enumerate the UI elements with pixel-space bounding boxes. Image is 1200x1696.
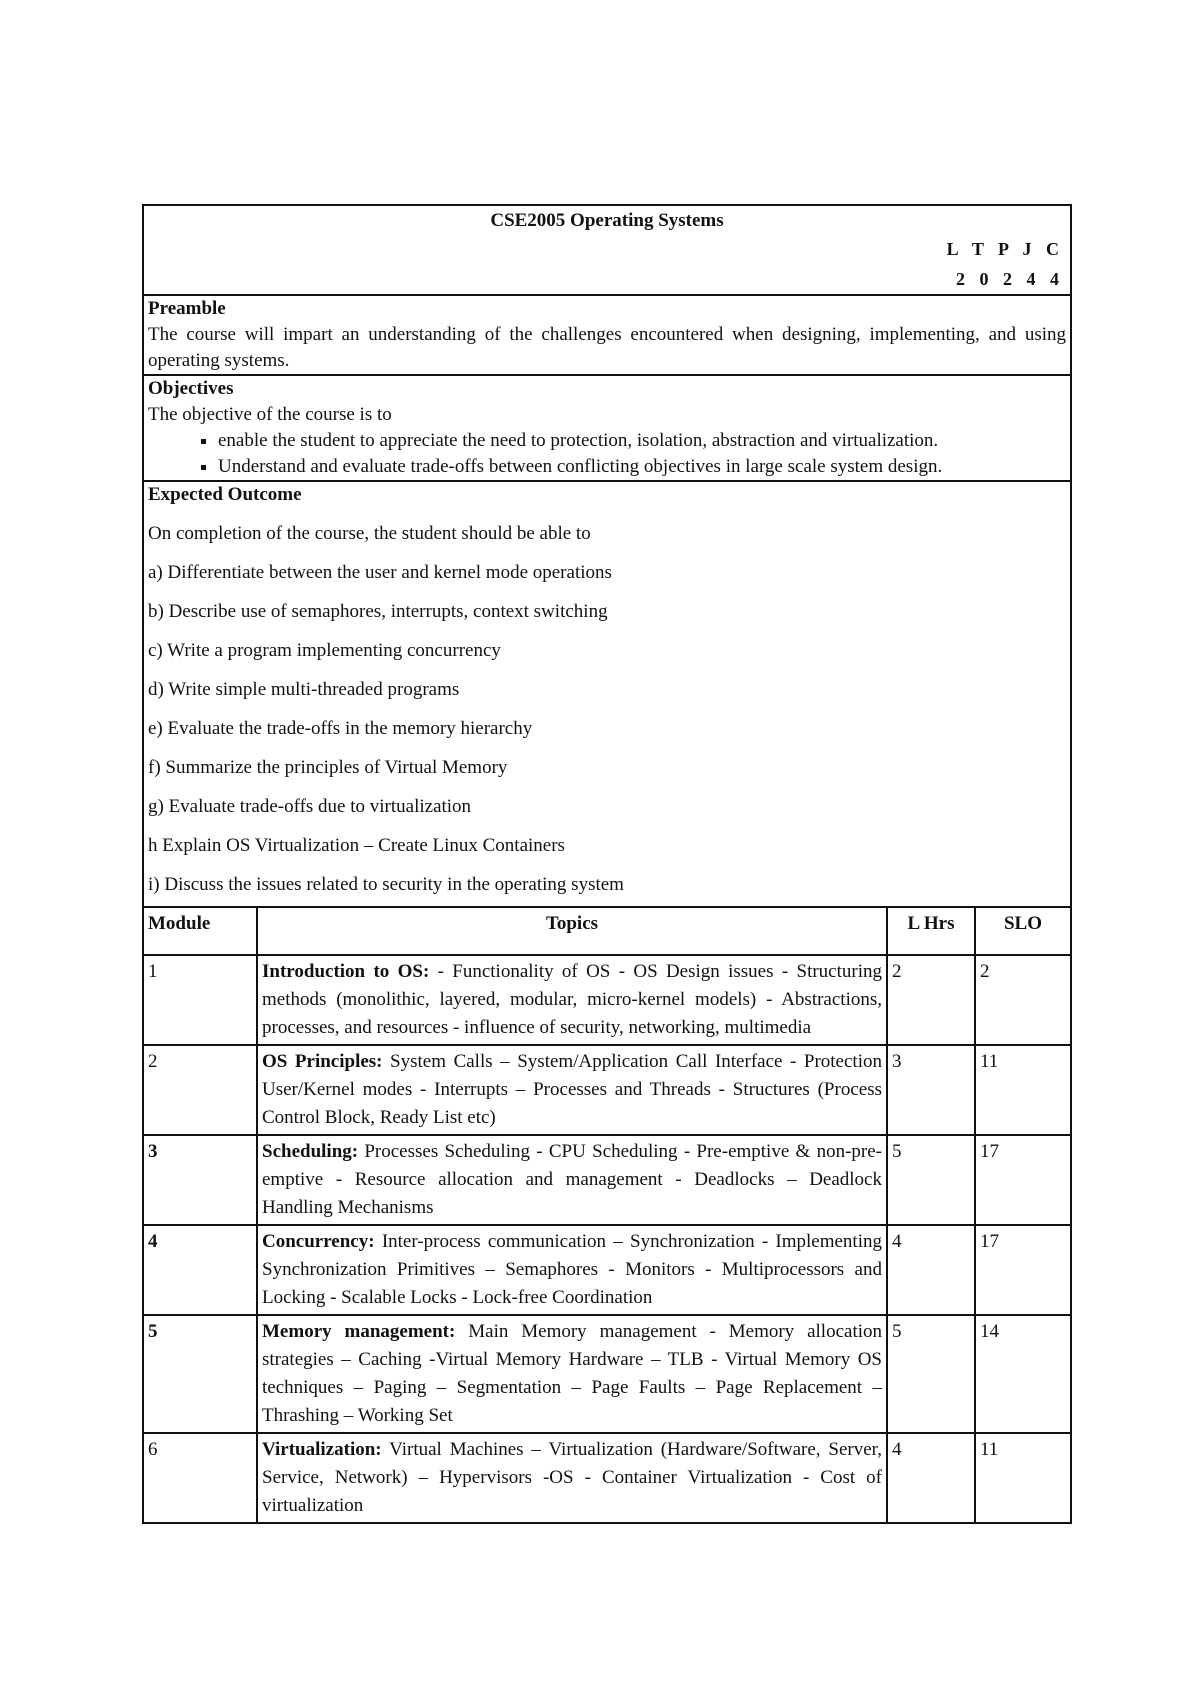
module-hours: 4 <box>887 1433 975 1522</box>
module-text: System Calls – System/Application Call Interface - Protection User/Kernel modes - Interrupts – Processes and Threads - Structures (Process Control Block, Ready List etc) <box>262 1051 882 1128</box>
objectives-section <box>144 376 1070 482</box>
topics-column-header: Topics <box>257 908 887 955</box>
slo-column-header: SLO <box>975 908 1070 955</box>
module-number: 5 <box>144 1315 257 1433</box>
module-number: 3 <box>144 1135 257 1225</box>
module-title: Introduction to OS: <box>262 961 430 982</box>
outcome-item: f) Summarize the principles of Virtual Memory <box>148 757 508 778</box>
module-number: 1 <box>144 955 257 1045</box>
module-text: Virtual Machines – Virtualization (Hardware/Software, Server, Service, Network) – Hypervisors -OS - Container Virtualization - Cost of virtualization <box>262 1439 882 1516</box>
outcome-item: d) Write simple multi-threaded programs <box>148 679 460 700</box>
module-hours: 5 <box>887 1315 975 1433</box>
module-topics <box>257 955 887 1045</box>
table-row <box>144 1315 1070 1433</box>
module-title: OS Principles: <box>262 1051 383 1072</box>
table-row <box>144 1045 1070 1135</box>
outcome-item: b) Describe use of semaphores, interrupts, context switching <box>148 601 608 622</box>
outcome-item: a) Differentiate between the user and kernel mode operations <box>148 562 612 583</box>
module-slo: 11 <box>975 1045 1070 1135</box>
module-text: Main Memory management - Memory allocation strategies – Caching -Virtual Memory Hardware – TLB - Virtual Memory OS techniques – Paging – Segmentation – Page Faults – Page Replacement – Thrashing – Working Set <box>262 1321 882 1426</box>
outcome-item: e) Evaluate the trade-offs in the memory hierarchy <box>148 718 533 739</box>
table-row <box>144 1225 1070 1315</box>
module-number: 6 <box>144 1433 257 1522</box>
course-header <box>144 206 1070 296</box>
ltpjc-values: 2 0 2 4 4 <box>956 269 1064 289</box>
table-row <box>144 1135 1070 1225</box>
objectives-intro: The objective of the course is to <box>148 404 392 425</box>
outcome-item: g) Evaluate trade-offs due to virtualization <box>148 796 472 817</box>
outcome-section <box>144 482 1070 908</box>
outcome-item: c) Write a program implementing concurrency <box>148 640 501 661</box>
module-text: Processes Scheduling - CPU Scheduling - Pre-emptive & non-pre-emptive - Resource allocation and management - Deadlocks – Deadlock Handling Mechanisms <box>262 1141 882 1218</box>
preamble-text: The course will impart an understanding of the challenges encountered when designing, implementing, and using operating systems. <box>148 324 1066 371</box>
module-hours: 2 <box>887 955 975 1045</box>
module-title: Memory management: <box>262 1321 456 1342</box>
module-title: Virtualization: <box>262 1439 382 1460</box>
outcome-intro: On completion of the course, the student should be able to <box>148 523 591 544</box>
module-title: Concurrency: <box>262 1231 375 1252</box>
module-slo: 11 <box>975 1433 1070 1522</box>
module-topics <box>257 1225 887 1315</box>
module-slo: 2 <box>975 955 1070 1045</box>
module-hours: 4 <box>887 1225 975 1315</box>
module-text: Inter-process communication – Synchronization - Implementing Synchronization Primitives – Semaphores - Monitors - Multiprocessors and Locking - Scalable Locks - Lock-free Coordination <box>262 1231 882 1308</box>
objectives-heading: Objectives <box>148 378 234 399</box>
objectives-list <box>148 428 1066 480</box>
course-title: CSE2005 Operating Systems <box>490 210 724 231</box>
outcome-heading: Expected Outcome <box>148 484 302 505</box>
objective-item: ▪ Understand and evaluate trade-offs between conflicting objectives in large scale system design. <box>218 454 1066 480</box>
module-hours: 3 <box>887 1045 975 1135</box>
module-topics <box>257 1315 887 1433</box>
outcome-item: i) Discuss the issues related to security in the operating system <box>148 874 624 895</box>
preamble-heading: Preamble <box>148 298 226 319</box>
module-number: 2 <box>144 1045 257 1135</box>
module-text: - Functionality of OS - OS Design issues - Structuring methods (monolithic, layered, modular, micro-kernel models) - Abstractions, processes, and resources - influence of security, networking, multimedia <box>262 961 882 1038</box>
module-slo: 14 <box>975 1315 1070 1433</box>
module-column-header: Module <box>144 908 257 955</box>
module-topics <box>257 1135 887 1225</box>
modules-header-row <box>144 908 1070 955</box>
module-hours: 5 <box>887 1135 975 1225</box>
module-topics <box>257 1433 887 1522</box>
objective-item: ▪ enable the student to appreciate the need to protection, isolation, abstraction and virtualization. <box>218 428 1066 454</box>
ltpjc-header: L T P J C <box>946 239 1064 259</box>
preamble-section <box>144 296 1070 376</box>
outcome-item: h Explain OS Virtualization – Create Linux Containers <box>148 835 565 856</box>
module-topics <box>257 1045 887 1135</box>
module-number: 4 <box>144 1225 257 1315</box>
module-title: Scheduling: <box>262 1141 359 1162</box>
hours-column-header: L Hrs <box>887 908 975 955</box>
module-slo: 17 <box>975 1225 1070 1315</box>
syllabus-sheet <box>142 204 1072 1524</box>
table-row <box>144 1433 1070 1522</box>
module-slo: 17 <box>975 1135 1070 1225</box>
outcome-list <box>148 521 1066 898</box>
ltpjc-block <box>148 234 1066 294</box>
table-row <box>144 955 1070 1045</box>
modules-table <box>144 908 1070 1522</box>
